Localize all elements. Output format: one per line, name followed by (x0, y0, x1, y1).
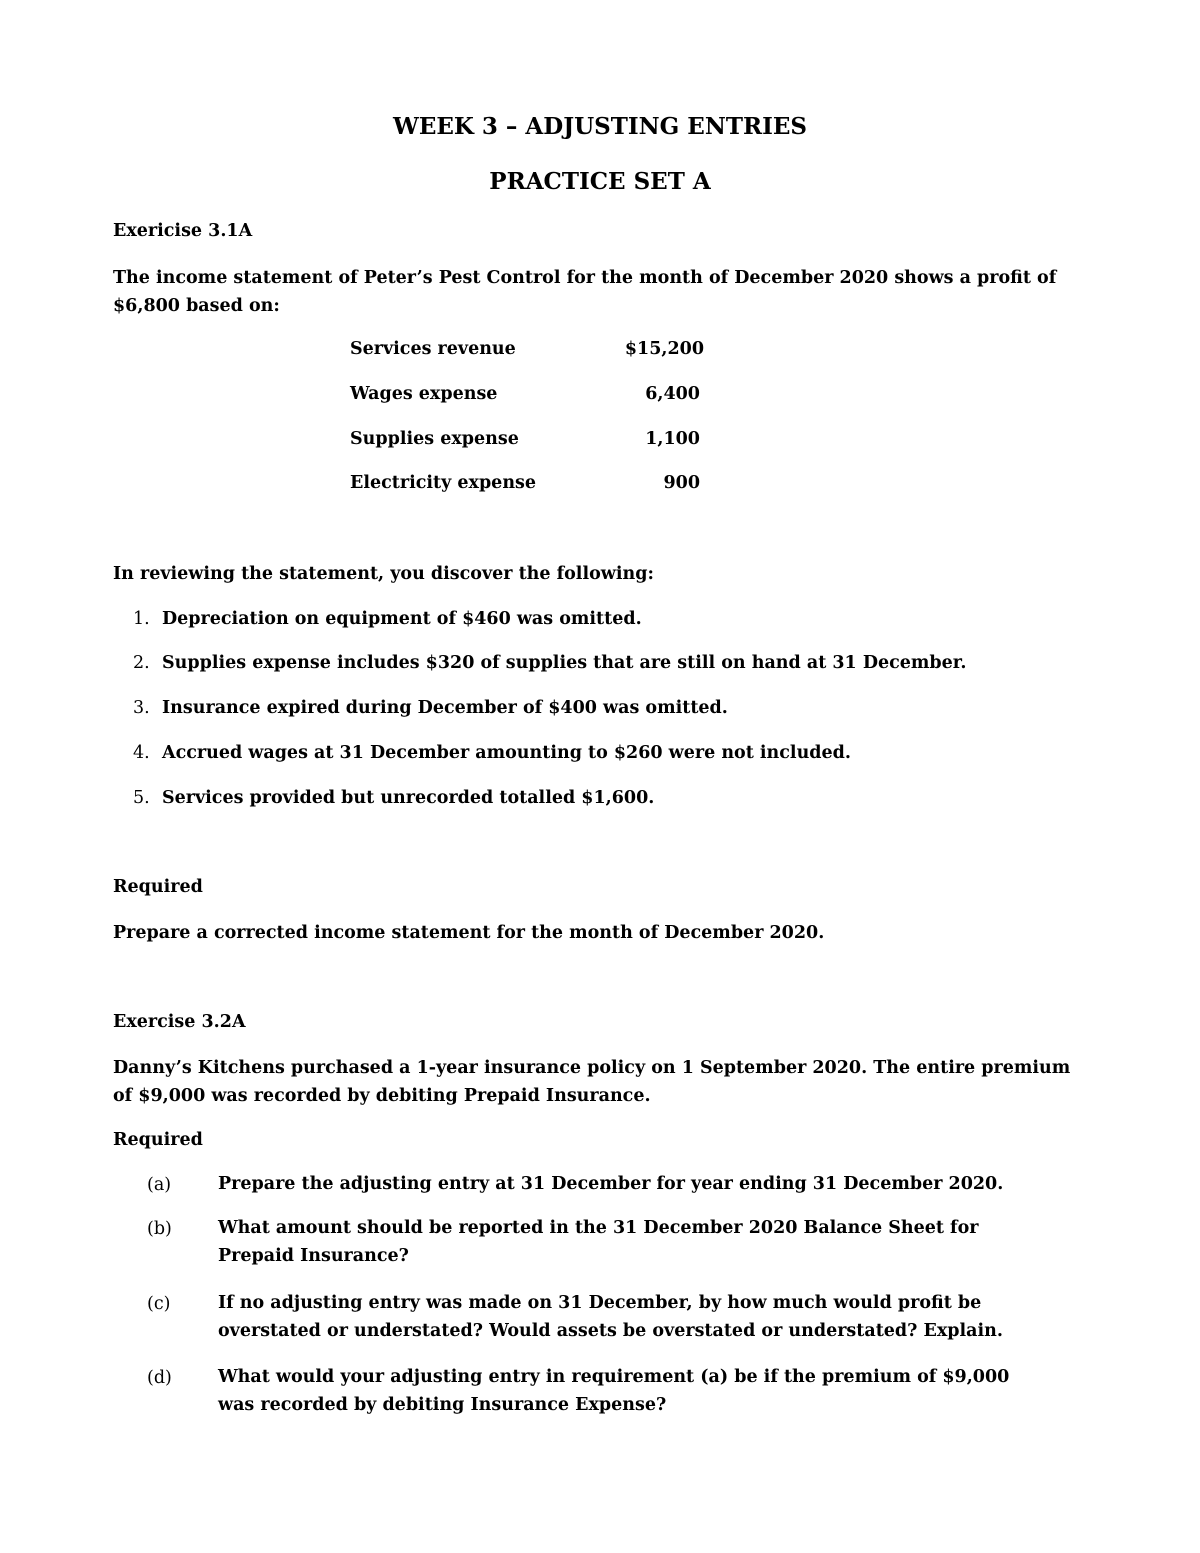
required-heading: Required (113, 877, 203, 897)
part-marker: (c) (147, 1294, 171, 1314)
list-item: Depreciation on equipment of $460 was omitted. (162, 609, 642, 629)
list-item-number: 4. (133, 743, 150, 763)
table-row-amount: 6,400 (645, 384, 700, 404)
list-item-number: 2. (133, 653, 150, 673)
exercise-1-heading: Exericise 3.1A (113, 221, 253, 241)
required-heading: Required (113, 1130, 203, 1150)
table-row-amount: 900 (663, 473, 700, 493)
table-row-amount: $15,200 (624, 339, 704, 359)
exercise-2-heading: Exercise 3.2A (113, 1012, 246, 1032)
part-text: Prepare the adjusting entry at 31 December for year ending 31 December 2020. (218, 1174, 1004, 1194)
part-text: What amount should be reported in the 31 December 2020 Balance Sheet for Prepaid Insurance? (218, 1218, 979, 1266)
table-row-label: Wages expense (350, 384, 498, 404)
table-row-label: Services revenue (350, 339, 516, 359)
table-row-label: Supplies expense (350, 429, 519, 449)
list-item-number: 3. (133, 698, 150, 718)
list-item: Accrued wages at 31 December amounting to $260 were not included. (162, 743, 851, 763)
page-title: WEEK 3 – ADJUSTING ENTRIES (393, 113, 807, 140)
exercise-2-intro: Danny’s Kitchens purchased a 1-year insurance policy on 1 September 2020. The entire premium of $9,000 was recorded by debiting Prepaid Insurance. (113, 1058, 1071, 1106)
exercise-1-intro: The income statement of Peter’s Pest Control for the month of December 2020 shows a profit of $6,800 based on: (113, 268, 1057, 316)
part-text: If no adjusting entry was made on 31 December, by how much would profit be overstated or understated? Would assets be overstated or understated? Explain. (218, 1293, 1003, 1341)
list-item: Insurance expired during December of $400 was omitted. (162, 698, 728, 718)
list-item: Supplies expense includes $320 of supplies that are still on hand at 31 December. (162, 653, 967, 673)
list-item-number: 1. (133, 609, 150, 629)
list-item: Services provided but unrecorded totalled $1,600. (162, 788, 655, 808)
page-subtitle: PRACTICE SET A (489, 168, 711, 195)
part-marker: (d) (147, 1368, 172, 1388)
part-marker: (b) (147, 1219, 172, 1239)
required-text: Prepare a corrected income statement for the month of December 2020. (113, 923, 825, 943)
list-item-number: 5. (133, 788, 150, 808)
review-intro: In reviewing the statement, you discover the following: (113, 564, 654, 584)
part-marker: (a) (147, 1175, 172, 1195)
table-row-label: Electricity expense (350, 473, 537, 493)
part-text: What would your adjusting entry in requirement (a) be if the premium of $9,000 was recorded by debiting Insurance Expense? (218, 1367, 1010, 1415)
table-row-amount: 1,100 (645, 429, 700, 449)
